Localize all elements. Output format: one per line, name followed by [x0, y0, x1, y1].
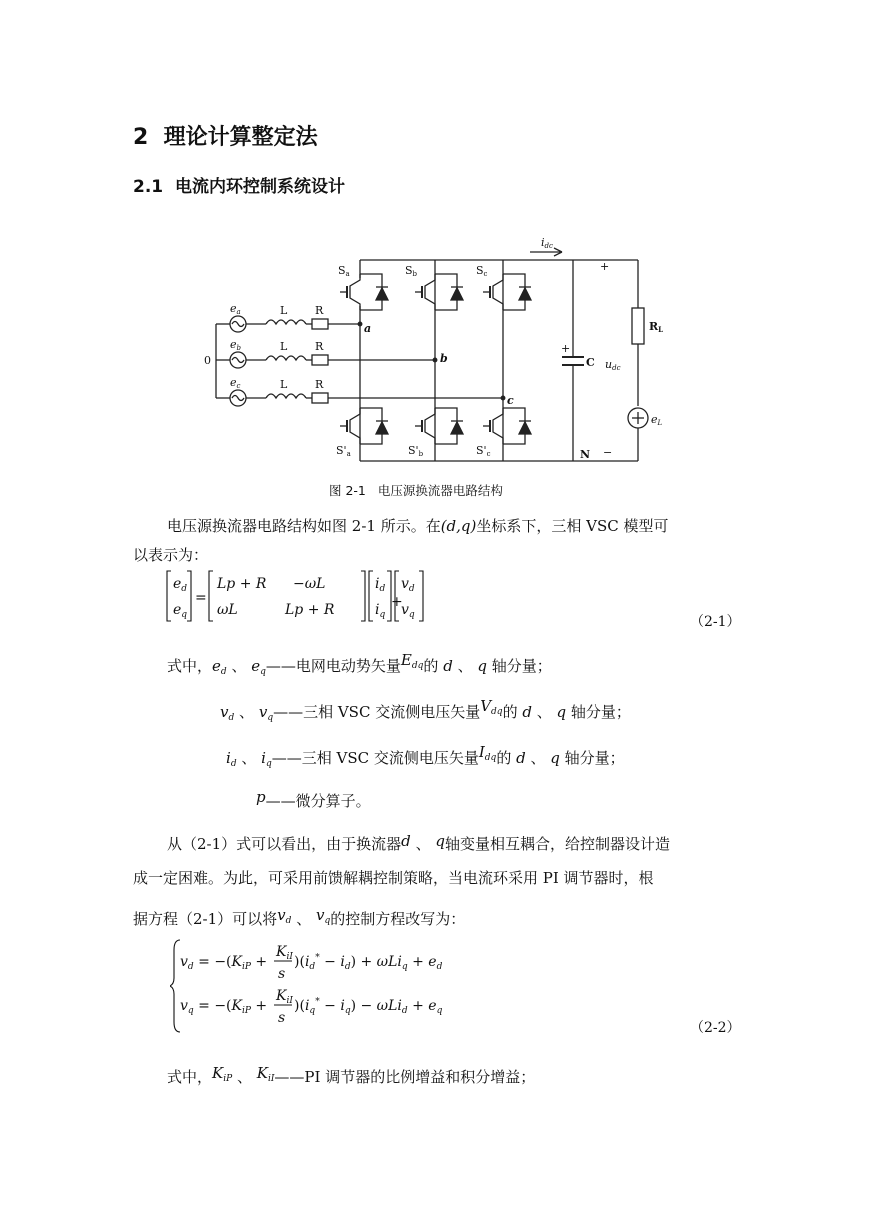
eq1-plus: + [391, 594, 403, 610]
svg-text:ed: $e_d$ [173, 576, 188, 594]
label-c-plus: + [561, 342, 571, 355]
label-zero: 0 [204, 354, 211, 367]
section-number: 2 [133, 125, 149, 150]
label-sb: Sb [405, 264, 418, 278]
label-r-b: R [315, 340, 324, 353]
svg-text:vd = −(KiP +: $v_d = -(K_{iP}$ + [180, 954, 268, 972]
label-minus: − [603, 446, 613, 459]
label-node-c: c [507, 394, 514, 407]
label-plus: + [600, 260, 610, 273]
label-node-b: b [440, 352, 448, 365]
eq2-number: （2-2） [690, 1020, 741, 1036]
svg-text:)(id* − id) + ωLiq + ed: )$(i_d^* - i_d) + \omega Li_q + e_d$ [294, 953, 443, 972]
label-sa-lower: S'a [336, 444, 351, 458]
svg-text:−ωL: −ωL [293, 576, 326, 592]
svg-text:KiI: $K_{iI}$ [276, 988, 293, 1006]
para2-line3: 据方程（2-1）可以将$v_d$ 、 $v_q$的控制方程改写为： [133, 906, 466, 928]
para1-line2: 以表示为： [133, 546, 209, 564]
switch-sa-lower [340, 408, 388, 444]
label-rl: RL [649, 320, 664, 334]
svg-text:Lp + R: Lp + R [217, 576, 267, 592]
switch-sc-lower [483, 408, 531, 444]
label-sb-lower: S'b [408, 444, 424, 458]
equation-2-2 [170, 936, 470, 1036]
label-l-c: L [280, 378, 288, 391]
label-sc-lower: S'c [476, 444, 491, 458]
label-c: C [586, 356, 595, 369]
section-heading [133, 120, 318, 151]
def-line-3: $i_d$ 、 $i_q——$三相 VSC 交流侧电压矢量$I_{dq}$的 d 、 q 轴分量； [226, 743, 625, 769]
label-el: eL [651, 413, 663, 427]
label-ea: ea [230, 302, 241, 316]
svg-text:s: s [278, 1010, 286, 1026]
svg-text:)(iq* − iq) − ωLid + eq: )$(i_q^* - i_q) - \omega Li_d + e_q$ [294, 997, 443, 1016]
figure-caption: 图 2-1 电压源换流器电路结构 [329, 483, 503, 498]
section-title: 理论计算整定法 [163, 125, 318, 150]
label-r-a: R [315, 304, 324, 317]
switch-sa [340, 274, 390, 310]
subsection-number: 2.1 [133, 177, 164, 197]
label-sc: Sc [476, 264, 488, 278]
def2-line: 式中，$K_{iP}$ 、 $K_{iI}——PI$ 调节器的比例增益和积分增益； [167, 1064, 536, 1086]
label-node-a: a [364, 322, 372, 335]
subsection-heading [133, 172, 345, 197]
svg-text:id: $i_d$ [375, 576, 386, 594]
svg-text:iq: $i_q$ [375, 602, 386, 620]
svg-text:KiI: $K_{iI}$ [276, 944, 293, 962]
svg-text:s: s [278, 966, 286, 982]
label-n: N [580, 448, 591, 461]
svg-text:vq = −(KiP +: $v_q = -(K_{iP}$ + [180, 998, 268, 1016]
para2-line2: 成一定困难。为此，可采用前馈解耦控制策略，当电流环采用 PI 调节器时，根 [133, 869, 654, 887]
label-eb: eb [230, 338, 241, 352]
label-l-b: L [280, 340, 288, 353]
svg-text:Lp + R: Lp + R [285, 602, 335, 618]
label-udc: udc [605, 358, 621, 372]
svg-text:vd: $v_d$ [401, 576, 415, 594]
label-r-c: R [315, 378, 324, 391]
svg-text:=: = [195, 590, 207, 606]
svg-text:vq: $v_q$ [401, 602, 415, 620]
para2-line1: 从（2-1）式可以看出，由于换流器d 、 q轴变量相互耦合，给控制器设计造 [167, 832, 670, 853]
eq1-number: （2-1） [690, 614, 741, 630]
def-line-4: p——微分算子。 [256, 788, 371, 810]
switch-sb [415, 274, 463, 310]
svg-text:ωL: ωL [217, 602, 238, 618]
label-l-a: L [280, 304, 288, 317]
svg-text:eq: $e_q$ [173, 602, 188, 620]
label-ec: ec [230, 376, 241, 390]
equation-2-1 [165, 566, 465, 626]
def-line-2: $v_d$ 、 $v_q——$三相 VSC 交流侧电压矢量$V_{dq}$的 d 、 q 轴分量； [220, 697, 631, 723]
switch-sb-lower [415, 408, 463, 444]
switch-sc [483, 274, 531, 310]
def-line-1: 式中，$e_d$ 、 $e_q——$电网电动势矢量$E_{dq}$的 d 、 q 轴分量； [167, 651, 552, 677]
subsection-title: 电流内环控制系统设计 [174, 177, 345, 197]
para1-line1: 电压源换流器电路结构如图 2-1 所示。在(d,q)坐标系下，三相 VSC 模型可 [167, 517, 669, 535]
vsc-circuit-diagram [200, 228, 670, 473]
label-idc: idc [541, 236, 553, 250]
label-sa: Sa [338, 264, 350, 278]
